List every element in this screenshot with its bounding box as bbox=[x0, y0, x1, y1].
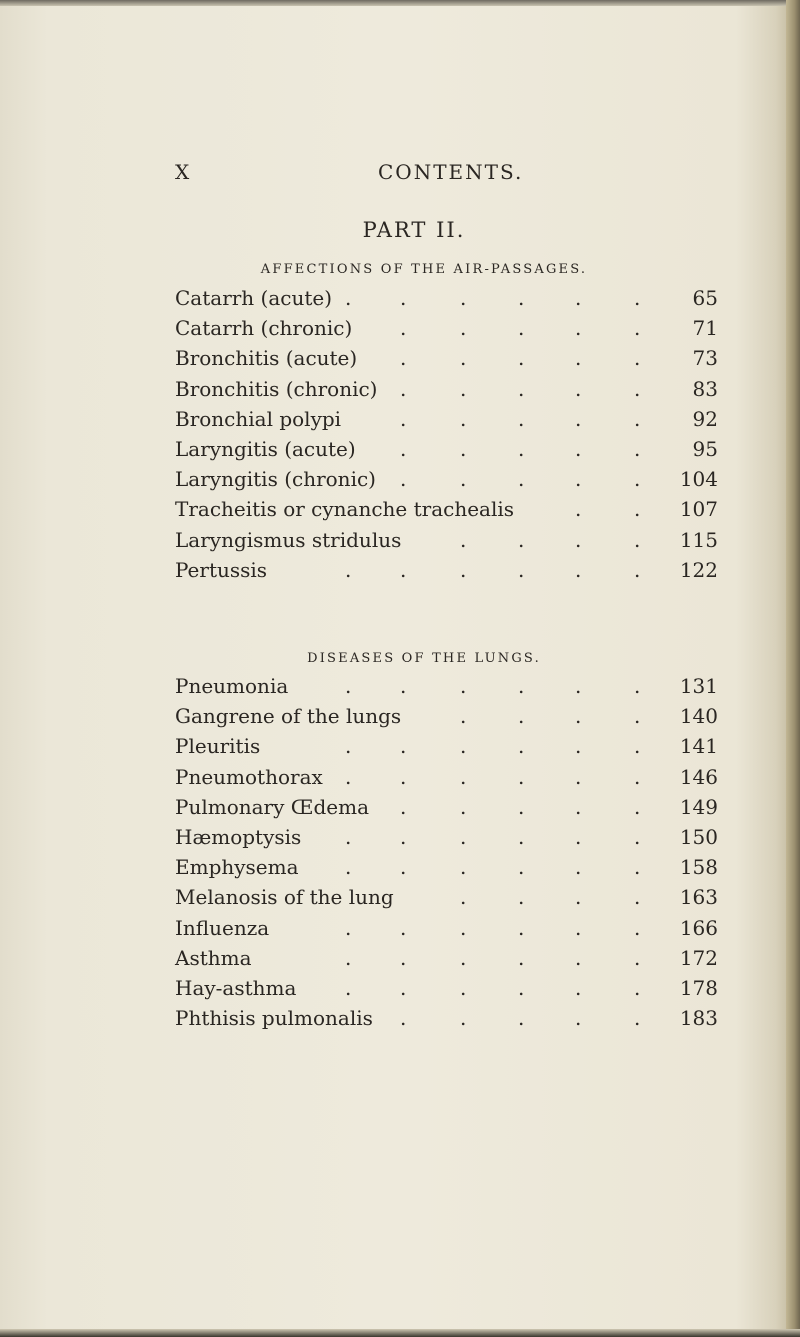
entry-page-number: 92 bbox=[692, 406, 718, 431]
leader-dot: . bbox=[575, 764, 582, 789]
entry-title: Pleuritis bbox=[175, 734, 261, 759]
leader-dot: . bbox=[634, 497, 641, 522]
leader-dot: . bbox=[634, 704, 641, 729]
leader-dot: . bbox=[460, 316, 467, 341]
contents-entry bbox=[0, 316, 800, 346]
page-gutter-edge bbox=[786, 0, 800, 1337]
entry-title: Bronchitis (chronic) bbox=[175, 376, 378, 401]
contents-entry bbox=[0, 1006, 800, 1036]
leader-dot: . bbox=[400, 467, 407, 492]
leader-dot: . bbox=[518, 406, 525, 431]
leader-dot: . bbox=[518, 674, 525, 698]
leader-dot: . bbox=[575, 976, 582, 1000]
entry-title: Laryngitis (chronic) bbox=[175, 467, 376, 492]
entry-page-number: 146 bbox=[679, 764, 718, 789]
leader-dot: . bbox=[634, 885, 641, 910]
leader-dot: . bbox=[345, 734, 352, 759]
entry-page-number: 95 bbox=[692, 437, 718, 461]
leader-dot: . bbox=[345, 915, 352, 940]
running-head bbox=[0, 160, 800, 190]
contents-entry bbox=[0, 407, 800, 437]
leader-dot: . bbox=[400, 734, 407, 759]
leader-dot: . bbox=[575, 734, 582, 759]
contents-entry bbox=[0, 528, 800, 558]
entry-page-number: 166 bbox=[679, 915, 718, 940]
leader-dot: . bbox=[460, 915, 467, 940]
contents-entry bbox=[0, 825, 800, 855]
leader-dot: . bbox=[460, 794, 467, 819]
leader-dot: . bbox=[460, 976, 467, 1000]
entry-title: Bronchial polypi bbox=[175, 406, 342, 431]
leader-dot: . bbox=[460, 376, 467, 401]
entry-title: Emphysema bbox=[175, 855, 299, 880]
contents-entry bbox=[0, 734, 800, 764]
leader-dot: . bbox=[460, 734, 467, 759]
entry-title: Pneumothorax bbox=[175, 764, 323, 789]
leader-dot: . bbox=[345, 557, 352, 582]
leader-dot: . bbox=[345, 674, 352, 698]
leader-dot: . bbox=[460, 557, 467, 582]
leader-dot: . bbox=[460, 945, 467, 970]
leader-dot: . bbox=[460, 674, 467, 698]
leader-dot: . bbox=[575, 885, 582, 910]
entry-title: Laryngismus stridulus bbox=[175, 527, 402, 552]
entry-page-number: 163 bbox=[679, 885, 718, 910]
leader-dot: . bbox=[518, 704, 525, 729]
entry-title: Hay-asthma bbox=[175, 976, 297, 1000]
leader-dot: . bbox=[634, 467, 641, 492]
leader-dot: . bbox=[400, 406, 407, 431]
leader-dot: . bbox=[518, 376, 525, 401]
leader-dot: . bbox=[634, 855, 641, 880]
entry-page-number: 83 bbox=[692, 376, 718, 401]
entry-page-number: 149 bbox=[679, 794, 718, 819]
leader-dot: . bbox=[518, 764, 525, 789]
leader-dot: . bbox=[634, 437, 641, 461]
section-heading-lungs: DISEASES OF THE LUNGS. bbox=[307, 651, 541, 666]
leader-dot: . bbox=[518, 794, 525, 819]
entry-title: Phthisis pulmonalis bbox=[175, 1006, 373, 1031]
leader-dot: . bbox=[634, 527, 641, 552]
entry-title: Melanosis of the lung bbox=[175, 885, 394, 910]
contents-entry bbox=[0, 286, 800, 316]
entry-title: Pulmonary Œdema bbox=[175, 794, 370, 819]
leader-dot: . bbox=[345, 764, 352, 789]
leader-dot: . bbox=[400, 794, 407, 819]
entry-page-number: 65 bbox=[692, 286, 718, 310]
leader-dot: . bbox=[518, 467, 525, 492]
leader-dot: . bbox=[634, 1006, 641, 1031]
leader-dot: . bbox=[400, 376, 407, 401]
leader-dot: . bbox=[634, 976, 641, 1000]
entry-title: Pertussis bbox=[175, 557, 268, 582]
leader-dot: . bbox=[575, 497, 582, 522]
entry-title: Bronchitis (acute) bbox=[175, 346, 358, 371]
entry-title: Asthma bbox=[175, 945, 252, 970]
contents-entry bbox=[0, 674, 800, 704]
leader-dot: . bbox=[634, 734, 641, 759]
leader-dot: . bbox=[400, 316, 407, 341]
leader-dot: . bbox=[634, 557, 641, 582]
leader-dot: . bbox=[575, 704, 582, 729]
contents-entry bbox=[0, 795, 800, 825]
contents-entry bbox=[0, 497, 800, 527]
leader-dot: . bbox=[575, 316, 582, 341]
contents-entry bbox=[0, 346, 800, 376]
contents-entry bbox=[0, 976, 800, 1006]
running-head-title: CONTENTS. bbox=[378, 160, 524, 184]
leader-dot: . bbox=[460, 825, 467, 849]
leader-dot: . bbox=[518, 346, 525, 371]
leader-dot: . bbox=[634, 316, 641, 341]
contents-entry bbox=[0, 855, 800, 885]
leader-dot: . bbox=[575, 825, 582, 849]
page-folio: X bbox=[175, 160, 191, 184]
leader-dot: . bbox=[634, 825, 641, 849]
leader-dot: . bbox=[634, 915, 641, 940]
leader-dot: . bbox=[518, 855, 525, 880]
entry-page-number: 172 bbox=[679, 945, 718, 970]
entry-title: Catarrh (acute) bbox=[175, 286, 333, 310]
entry-page-number: 73 bbox=[692, 346, 718, 371]
leader-dot: . bbox=[634, 764, 641, 789]
leader-dot: . bbox=[400, 557, 407, 582]
entry-page-number: 115 bbox=[679, 527, 718, 552]
leader-dot: . bbox=[575, 406, 582, 431]
entry-title: Catarrh (chronic) bbox=[175, 316, 353, 341]
leader-dot: . bbox=[634, 376, 641, 401]
leader-dot: . bbox=[345, 855, 352, 880]
leader-dot: . bbox=[575, 674, 582, 698]
entry-page-number: 178 bbox=[679, 976, 718, 1000]
entry-page-number: 122 bbox=[679, 557, 718, 582]
leader-dot: . bbox=[575, 437, 582, 461]
entry-page-number: 104 bbox=[679, 467, 718, 492]
leader-dot: . bbox=[400, 674, 407, 698]
leader-dot: . bbox=[634, 346, 641, 371]
leader-dot: . bbox=[518, 1006, 525, 1031]
leader-dot: . bbox=[575, 915, 582, 940]
leader-dot: . bbox=[518, 734, 525, 759]
section-heading-air-passages: AFFECTIONS OF THE AIR-PASSAGES. bbox=[260, 262, 588, 277]
page-top-edge bbox=[0, 0, 800, 6]
entry-title: Pneumonia bbox=[175, 674, 289, 698]
contents-entry bbox=[0, 704, 800, 734]
entry-page-number: 131 bbox=[679, 674, 718, 698]
leader-dot: . bbox=[460, 286, 467, 310]
leader-dot: . bbox=[518, 945, 525, 970]
contents-entry bbox=[0, 558, 800, 588]
leader-dot: . bbox=[518, 316, 525, 341]
contents-entry bbox=[0, 885, 800, 915]
leader-dot: . bbox=[400, 764, 407, 789]
leader-dot: . bbox=[400, 915, 407, 940]
contents-entry bbox=[0, 437, 800, 467]
leader-dot: . bbox=[345, 825, 352, 849]
leader-dot: . bbox=[518, 527, 525, 552]
part-title: PART II. bbox=[362, 218, 466, 242]
leader-dot: . bbox=[575, 467, 582, 492]
leader-dot: . bbox=[400, 825, 407, 849]
entry-title: Hæmoptysis bbox=[175, 825, 302, 849]
leader-dot: . bbox=[460, 1006, 467, 1031]
leader-dot: . bbox=[634, 945, 641, 970]
leader-dot: . bbox=[400, 945, 407, 970]
page-bottom-edge bbox=[0, 1329, 800, 1337]
leader-dot: . bbox=[345, 976, 352, 1000]
leader-dot: . bbox=[400, 1006, 407, 1031]
leader-dot: . bbox=[460, 346, 467, 371]
leader-dot: . bbox=[460, 704, 467, 729]
leader-dot: . bbox=[400, 286, 407, 310]
leader-dot: . bbox=[460, 855, 467, 880]
leader-dot: . bbox=[575, 557, 582, 582]
leader-dot: . bbox=[518, 885, 525, 910]
leader-dot: . bbox=[518, 437, 525, 461]
entry-page-number: 107 bbox=[679, 497, 718, 522]
entry-page-number: 158 bbox=[679, 855, 718, 880]
contents-entry bbox=[0, 946, 800, 976]
leader-dot: . bbox=[575, 1006, 582, 1031]
contents-entry bbox=[0, 467, 800, 497]
contents-entry bbox=[0, 916, 800, 946]
leader-dot: . bbox=[518, 915, 525, 940]
entry-title: Gangrene of the lungs bbox=[175, 704, 402, 729]
leader-dot: . bbox=[460, 467, 467, 492]
leader-dot: . bbox=[460, 885, 467, 910]
leader-dot: . bbox=[575, 855, 582, 880]
leader-dot: . bbox=[400, 855, 407, 880]
leader-dot: . bbox=[400, 976, 407, 1000]
entry-page-number: 140 bbox=[679, 704, 718, 729]
leader-dot: . bbox=[460, 437, 467, 461]
leader-dot: . bbox=[634, 406, 641, 431]
entry-page-number: 141 bbox=[679, 734, 718, 759]
leader-dot: . bbox=[575, 286, 582, 310]
leader-dot: . bbox=[400, 437, 407, 461]
leader-dot: . bbox=[345, 945, 352, 970]
leader-dot: . bbox=[460, 527, 467, 552]
entry-page-number: 183 bbox=[679, 1006, 718, 1031]
leader-dot: . bbox=[634, 286, 641, 310]
contents-entry bbox=[0, 765, 800, 795]
leader-dot: . bbox=[518, 825, 525, 849]
leader-dot: . bbox=[460, 764, 467, 789]
leader-dot: . bbox=[345, 286, 352, 310]
leader-dot: . bbox=[575, 945, 582, 970]
leader-dot: . bbox=[575, 346, 582, 371]
entry-title: Influenza bbox=[175, 915, 270, 940]
entry-title: Tracheitis or cynanche trachealis bbox=[175, 497, 515, 522]
leader-dot: . bbox=[634, 794, 641, 819]
leader-dot: . bbox=[518, 557, 525, 582]
leader-dot: . bbox=[518, 286, 525, 310]
leader-dot: . bbox=[634, 674, 641, 698]
leader-dot: . bbox=[575, 794, 582, 819]
leader-dot: . bbox=[575, 376, 582, 401]
leader-dot: . bbox=[575, 527, 582, 552]
leader-dot: . bbox=[460, 406, 467, 431]
leader-dot: . bbox=[400, 346, 407, 371]
entry-page-number: 150 bbox=[679, 825, 718, 849]
contents-entry bbox=[0, 377, 800, 407]
entry-page-number: 71 bbox=[692, 316, 718, 341]
entry-title: Laryngitis (acute) bbox=[175, 437, 356, 461]
leader-dot: . bbox=[518, 976, 525, 1000]
